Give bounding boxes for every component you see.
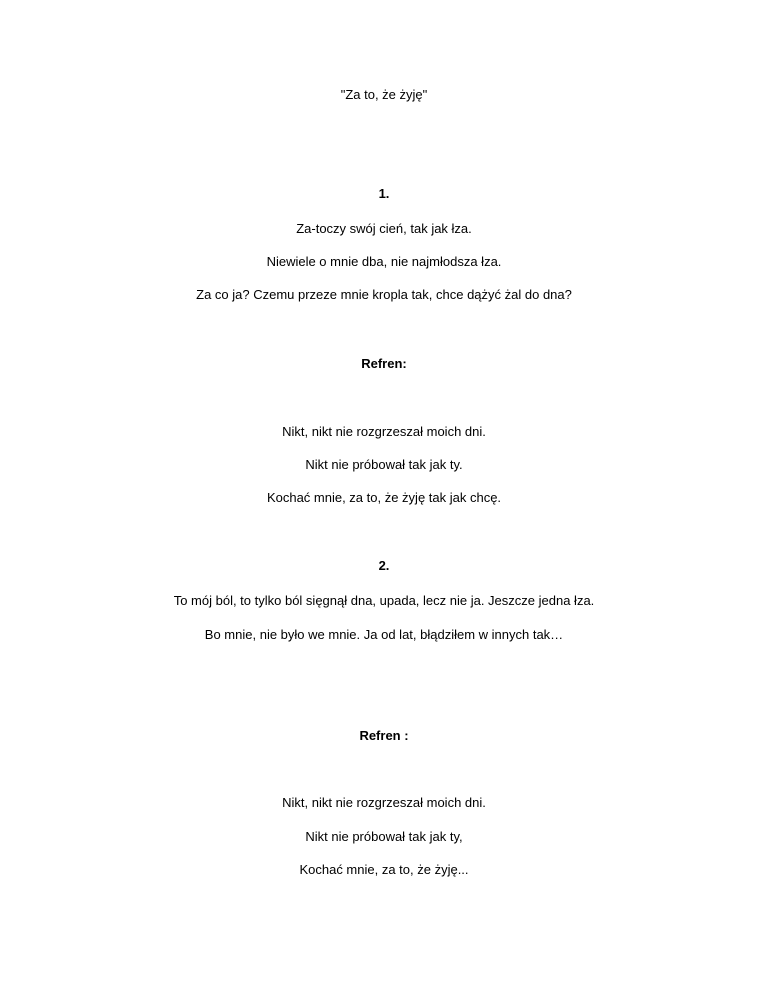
chorus-1-line-3: Kochać mnie, za to, że żyję tak jak chcę. [266,490,502,505]
chorus-2-line-2: Nikt nie próbował tak jak ty, [305,829,463,844]
verse-2-line-2: Bo mnie, nie było we mnie. Ja od lat, błądziłem w innych tak… [204,627,564,642]
verse-2-number: 2. [378,558,390,573]
chorus-2-line-3: Kochać mnie, za to, że żyję... [299,862,469,877]
verse-1-line-2: Niewiele o mnie dba, nie najmłodsza łza. [266,254,502,269]
chorus-1-label: Refren: [361,356,407,371]
chorus-1-line-2: Nikt nie próbował tak jak ty. [305,457,463,472]
verse-2-line-1: To mój ból, to tylko ból sięgnął dna, upada, lecz nie ja. Jeszcze jedna łza. [173,593,595,608]
chorus-2-label: Refren : [359,728,409,743]
verse-1-line-3: Za co ja? Czemu przeze mnie kropla tak, chce dążyć żal do dna? [196,287,572,302]
chorus-2-line-1: Nikt, nikt nie rozgrzeszał moich dni. [282,795,486,810]
song-title: "Za to, że żyję" [340,87,428,102]
chorus-1-line-1: Nikt, nikt nie rozgrzeszał moich dni. [282,424,486,439]
verse-1-number: 1. [378,186,390,201]
verse-1-line-1: Za-toczy swój cień, tak jak łza. [296,221,472,236]
